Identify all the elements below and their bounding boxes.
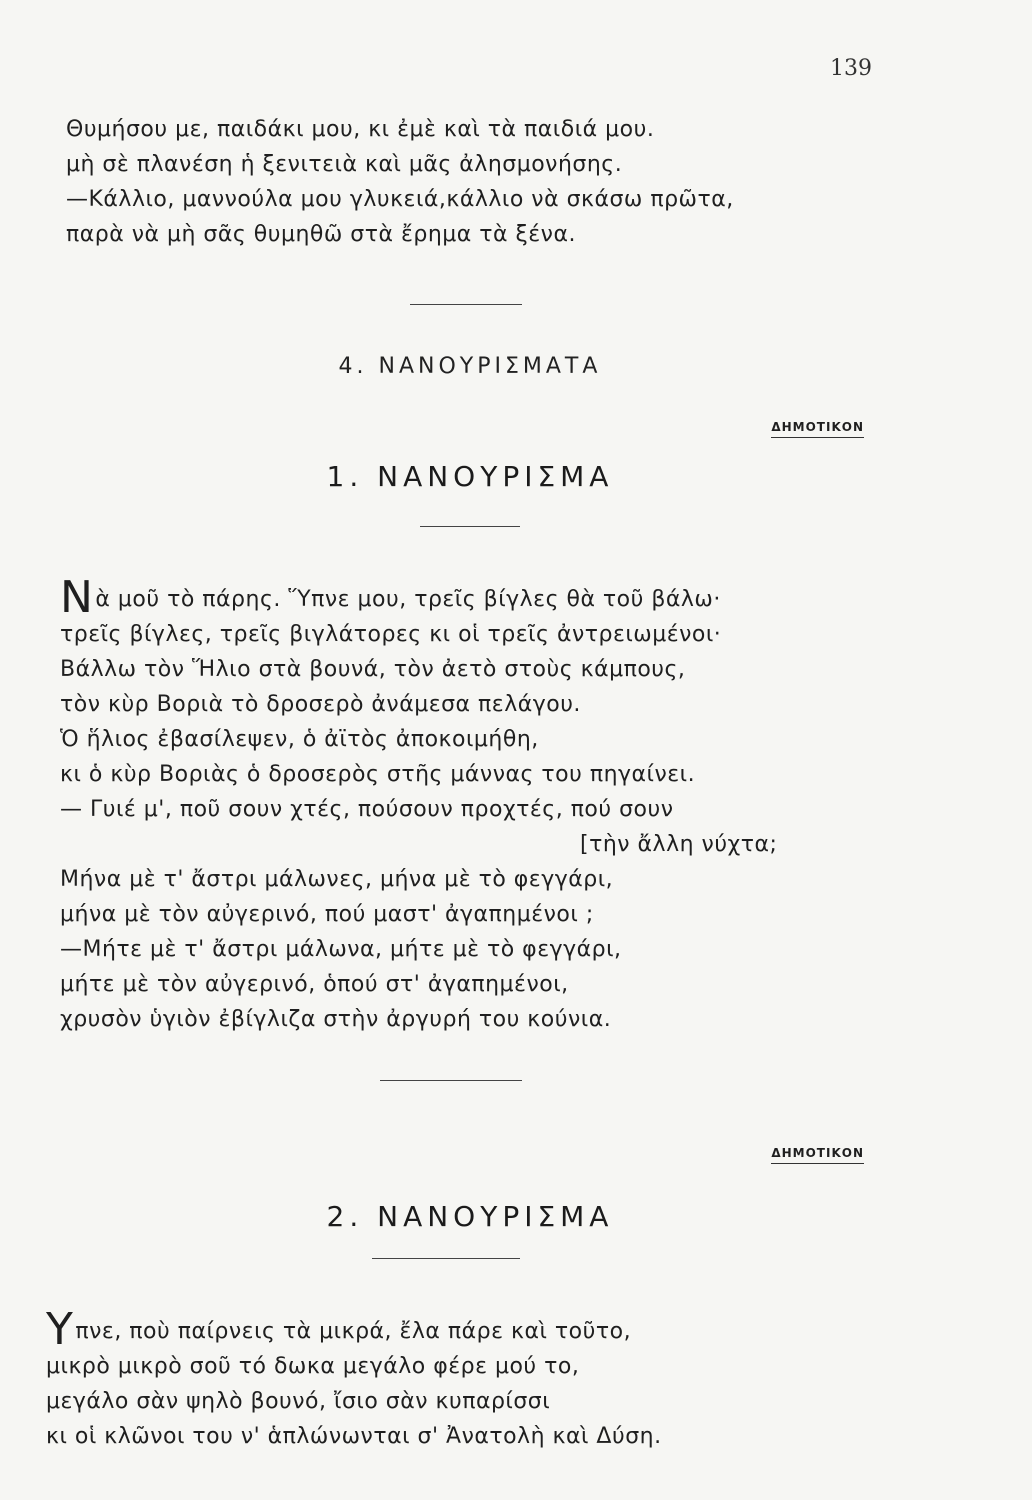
- verse-line: μήτε μὲ τὸν αὐγερινό, ὁπού στ' ἀγαπημένοι,: [60, 972, 569, 997]
- verse-line: —Μήτε μὲ τ' ἄστρι μάλωνα, μήτε μὲ τὸ φεγγάρι,: [60, 937, 622, 962]
- verse-continuation: [τὴν ἄλλη νύχτα;: [580, 832, 778, 857]
- verse-line: μικρὸ μικρὸ σοῦ τό δωκα μεγάλο φέρε μού το,: [46, 1354, 580, 1379]
- verse-line: Θυμήσου με, παιδάκι μου, κι ἐμὲ καὶ τὰ παιδιά μου.: [66, 117, 655, 142]
- section-title: 4. ΝΑΝΟΥΡΙΣΜΑΤΑ: [338, 354, 602, 379]
- verse-line: κι οἱ κλῶνοι του ν' ἁπλώνωνται σ' Ἀνατολὴ καὶ Δύση.: [46, 1424, 662, 1449]
- verse-line: κι ὁ κὺρ Βοριὰς ὁ δροσερὸς στῆς μάννας του πηγαίνει.: [60, 762, 696, 787]
- drop-cap: Ν: [60, 572, 94, 623]
- verse-line: τρεῖς βίγλες, τρεῖς βιγλάτορες κι οἱ τρεῖς ἀντρειωμένοι·: [60, 622, 722, 647]
- verse-line: παρὰ νὰ μὴ σᾶς θυμηθῶ στὰ ἔρημα τὰ ξένα.: [66, 222, 576, 247]
- drop-cap: Υ: [46, 1304, 74, 1355]
- title-underline: [372, 1258, 520, 1259]
- verse-line: Μήνα μὲ τ' ἄστρι μάλωνες, μήνα μὲ τὸ φεγγάρι,: [60, 867, 614, 892]
- divider-rule: [380, 1080, 522, 1081]
- divider-rule: [410, 304, 522, 305]
- verse-line: Ὁ ἥλιος ἐβασίλεψεν, ὁ ἀϊτὸς ἀποκοιμήθη,: [60, 727, 539, 752]
- title-underline: [420, 526, 520, 527]
- verse-line: — Γυιέ μ', ποῦ σουν χτές, πούσουν προχτές, πού σουν: [60, 797, 674, 822]
- poem-title: 1. ΝΑΝΟΥΡΙΣΜΑ: [326, 460, 614, 493]
- source-label: ΔΗΜΟΤΙΚΟΝ: [771, 1146, 864, 1164]
- poem2-body: [46, 1304, 662, 1454]
- page-number: 139: [830, 56, 872, 81]
- verse-line: Νὰ μοῦ τὸ πάρης. Ὕπνε μου, τρεῖς βίγλες θὰ τοῦ βάλω·: [60, 572, 721, 623]
- verse-line: —Κάλλιο, μαννούλα μου γλυκειά,κάλλιο νὰ σκάσω πρῶτα,: [66, 187, 734, 212]
- verse-line: Βάλλω τὸν Ἥλιο στὰ βουνά, τὸν ἀετὸ στοὺς κάμπους,: [60, 657, 686, 682]
- poem1-body: [60, 572, 778, 1037]
- verse-line: τὸν κὺρ Βοριὰ τὸ δροσερὸ ἀνάμεσα πελάγου.: [60, 692, 581, 717]
- verse-line: Υπνε, ποὺ παίρνεις τὰ μικρά, ἔλα πάρε καὶ τοῦτο,: [46, 1304, 632, 1355]
- source-label: ΔΗΜΟΤΙΚΟΝ: [771, 420, 864, 438]
- verse-line: μήνα μὲ τὸν αὐγερινό, πού μαστ' ἀγαπημένοι ;: [60, 902, 594, 927]
- intro-stanza: [66, 112, 734, 252]
- verse-line: μεγάλο σὰν ψηλὸ βουνό, ἴσιο σὰν κυπαρίσσι: [46, 1389, 551, 1414]
- poem-title: 2. ΝΑΝΟΥΡΙΣΜΑ: [326, 1200, 614, 1233]
- verse-line: χρυσὸν ὑγιὸν ἐβίγλιζα στὴν ἀργυρή του κούνια.: [60, 1007, 612, 1032]
- verse-line: μὴ σὲ πλανέση ἡ ξενιτειὰ καὶ μᾶς ἀλησμονήσης.: [66, 152, 623, 177]
